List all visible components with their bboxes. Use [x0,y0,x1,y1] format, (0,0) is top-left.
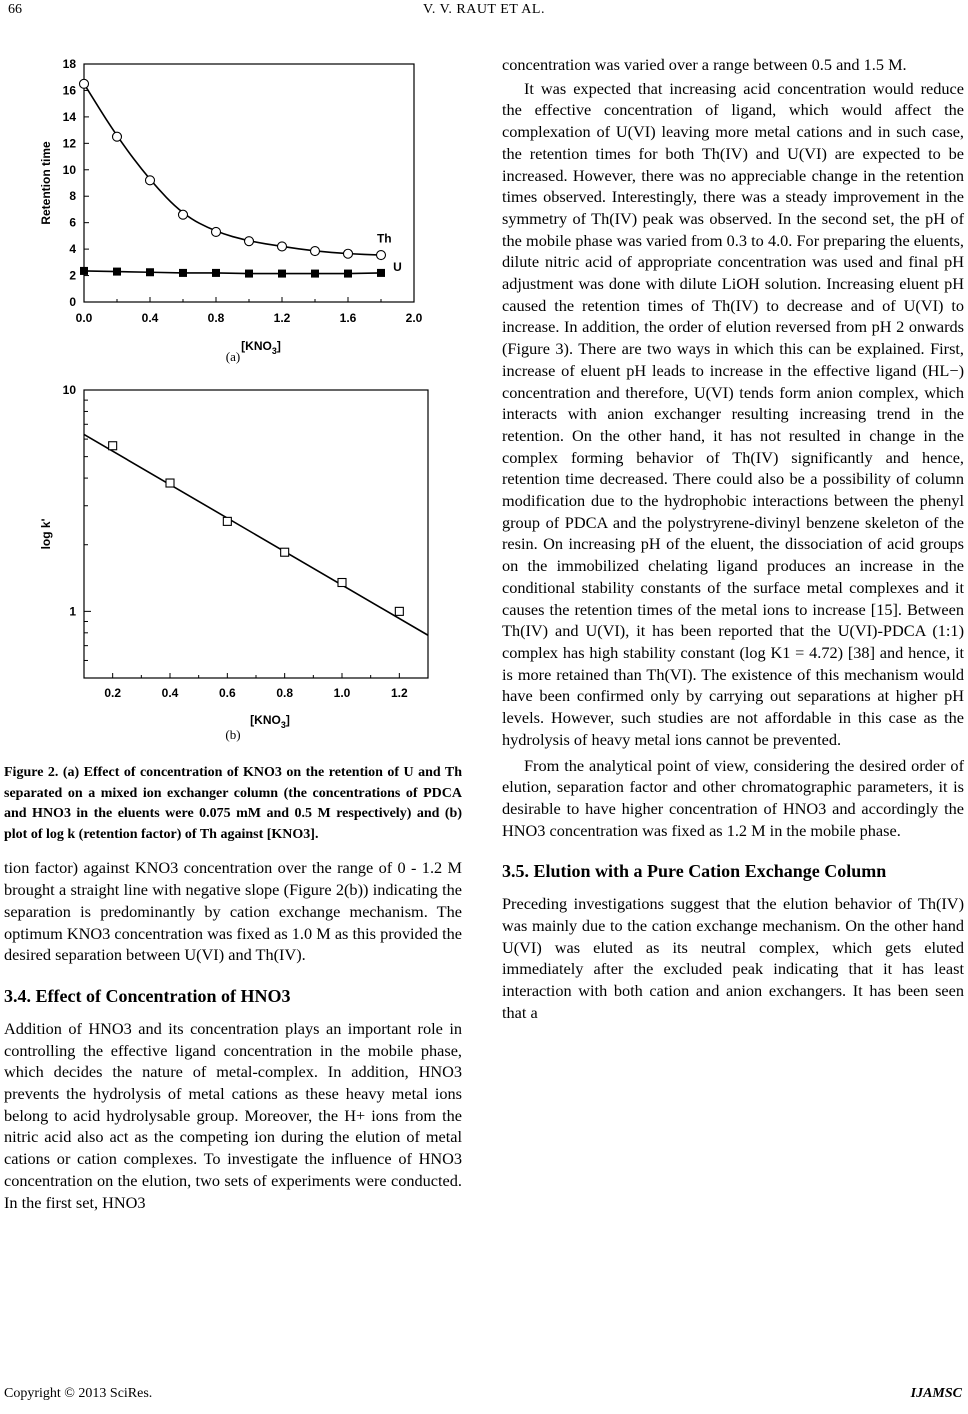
y-tick-label: 2 [69,268,76,283]
th-data-point [245,237,254,246]
chart-a-retention-time [4,54,462,356]
u-series-label: U [393,259,402,274]
y-tick-label: 1 [69,604,76,619]
figure-2 [4,54,462,745]
x-tick-label: 0.0 [75,311,93,325]
y-axis-label: log k' [39,518,53,550]
y-tick-label: 4 [69,242,76,257]
running-head: V. V. RAUT ET AL. [423,2,545,17]
left-para-2: Addition of HNO3 and its concentration plays an important role in controlling the effective ligand concentration in the mobile phase, which decides the nature of metal-complex. In addition, HNO3 prevents the hydrolysis of metal cations as these heavy metal ions belong to acid hydrolysable group. Moreover, the H+ ions from the nitric acid also act as the competing ion during the elution of metal cations or cation complexes. To investigate the influence of HNO3 concentration on the elution, two sets of experiments were conducted. In the first set, HNO3 [4,1018,462,1212]
y-tick-label: 12 [62,136,76,151]
u-data-point [377,269,385,277]
th-data-point [146,176,155,185]
y-tick-label: 18 [62,57,76,71]
th-data-point [113,132,122,141]
x-tick-label: 0.4 [161,685,179,700]
section-heading-3-4: 3.4. Effect of Concentration of HNO3 [4,985,291,1006]
page-number: 66 [8,2,22,17]
x-tick-label: 2.0 [405,311,423,325]
u-data-point [311,270,319,278]
plot-frame [84,64,414,302]
x-tick-label: 0.8 [207,311,225,325]
u-data-point [179,269,187,277]
fit-line [84,434,428,635]
u-data-point [278,270,286,278]
data-point [109,441,117,449]
th-data-point [377,251,386,260]
u-data-point [146,268,154,276]
right-para-1: concentration was varied over a range between 0.5 and 1.5 M. [502,55,907,74]
y-tick-label: 10 [62,382,76,397]
y-tick-label: 8 [69,189,76,204]
right-column [502,54,964,1024]
copyright: Copyright © 2013 SciRes. [4,1386,153,1401]
panel-a-label: (a) [225,349,241,364]
th-data-point [344,249,353,258]
x-axis-label: $[KNO_3]$ [250,712,290,730]
th-data-point [212,227,221,236]
right-para-4: Preceding investigations suggest that the elution behavior of Th(IV) was mainly due to the cation exchange mechanism. On the other hand U(VI) was eluted as its neutral complex, which gets eluted immediately after the excluded peak indicating that it has least interaction with both cation and anion exchangers. It has been seen that a [502,894,964,1022]
th-data-point [278,242,287,251]
left-para-1: tion factor) against KNO3 concentration over the range of 0 - 1.2 M brought a straight line with negative slope (Figure 2(b)) indicating the separation is predominantly by cation exchange mechanism. The optimum KNO3 concentration was fixed as 1.0 M as this provided the desired separation between U(VI) and Th(IV). [4,858,462,965]
x-tick-label: 0.8 [276,685,294,700]
u-series-line [84,271,381,274]
page-header [0,0,968,24]
u-data-point [80,267,88,275]
figure-caption [4,763,462,845]
journal-abbrev: IJAMSC [910,1386,962,1401]
y-tick-label: 14 [62,109,76,124]
chart-b-log-k [4,382,462,730]
th-series-line [84,84,381,255]
x-tick-label: 0.2 [104,685,122,700]
panel-b-label: (b) [225,726,241,742]
x-tick-label: 0.6 [218,685,236,700]
u-data-point [344,270,352,278]
th-data-point [179,210,188,219]
right-para-2: It was expected that increasing acid concentration would reduce the effective concentration of ligand, which would affect the complexation of U(VI) leaving more metal cations and in such case, the retention times for both Th(IV) and U(VI) are expected to be increased. However, there was no appreciable change in the retention times observed. Interestingly, there was a steady improvement in the symmetry of Th(IV) peak was observed. In the second set, the pH of the mobile phase was varied from 0.3 to 4.0. For preparing the eluents, dilute nitric acid of appropriate concentration was used and final pH adjustment was done with dilute LiOH solution. Increasing eluent pH caused the retention times of Th(IV) to decrease and of U(VI) to increase. In addition, the order of elution reversed from pH 2 onwards (Figure 3). There are two ways in which this can be explained. First, increase of eluent pH leads to increase in the effective ligand (HL−) concentration and therefore, U(VI) tends form anion complex, which interacts with anion exchanger resulting increasing trend in the retention. On the other hand, it has not resulted in change in the complex forming behavior of Th(IV) significantly and hence, retention time decreased. There could also be a possibility of column modification due to the hydrophobic interactions between the phenyl group of PDCA and the polystryrene-divinyl benzene skeleton of the resin. On increasing pH of the eluent, the dissociation of acid groups on the immobilized chelating ligand produces an increase in the conditional stability constants of the surface metal complexes and it causes the retention times of the metal ions to increase [15]. Between Th(IV) and U(VI), it has been reported that the U(VI)-PDCA (1:1) complex has high stability constant (log K1 = 4.72) [38] and hence, it is more retained than Th(VI). The existence of this mechanism would have been confirmed only by carrying out separations at higher pH levels. However, such studies are not affordable in this case as the hydrolysis of heavy metal ions cannot be prevented. [502,78,964,749]
data-point [395,607,403,615]
th-data-point [80,79,89,88]
y-tick-label: 16 [62,83,76,98]
data-point [223,517,231,525]
x-tick-label: 1.2 [273,311,291,325]
y-tick-label: 6 [69,215,76,230]
data-point [281,548,289,556]
x-tick-label: 1.2 [390,685,408,700]
x-axis-label: $[KNO_3]$ [241,339,281,356]
data-point [166,479,174,487]
x-tick-label: 1.0 [333,685,351,700]
th-series-label: Th [376,231,392,246]
x-tick-label: 0.4 [141,311,159,325]
y-tick-label: 0 [69,295,76,309]
data-point [338,578,346,586]
y-axis-label: Retention time [39,141,53,225]
u-data-point [245,270,253,278]
left-column [4,54,462,1213]
th-data-point [311,247,320,256]
u-data-point [113,268,121,276]
section-heading-3-5: 3.5. Elution with a Pure Cation Exchange Column [502,861,887,882]
caption-text: Figure 2. (a) Effect of concentration of KNO3 on the retention of U and Th separated on a mixed ion exchanger column (the concentrations of PDCA and HNO3 in the eluents were 0.075 mM and 0.5 M respectively) and (b) plot of log k (retention factor) of Th against [KNO3]. [4,765,462,842]
x-tick-label: 1.6 [339,311,357,325]
right-para-3: From the analytical point of view, considering the desired order of elution, separation factor and other chromatographic parameters, it is desirable to have higher concentration of HNO3 and accordingly the HNO3 concentration was fixed as 1.2 M in the mobile phase. [502,755,964,840]
u-data-point [212,269,220,277]
y-tick-label: 10 [62,162,76,177]
